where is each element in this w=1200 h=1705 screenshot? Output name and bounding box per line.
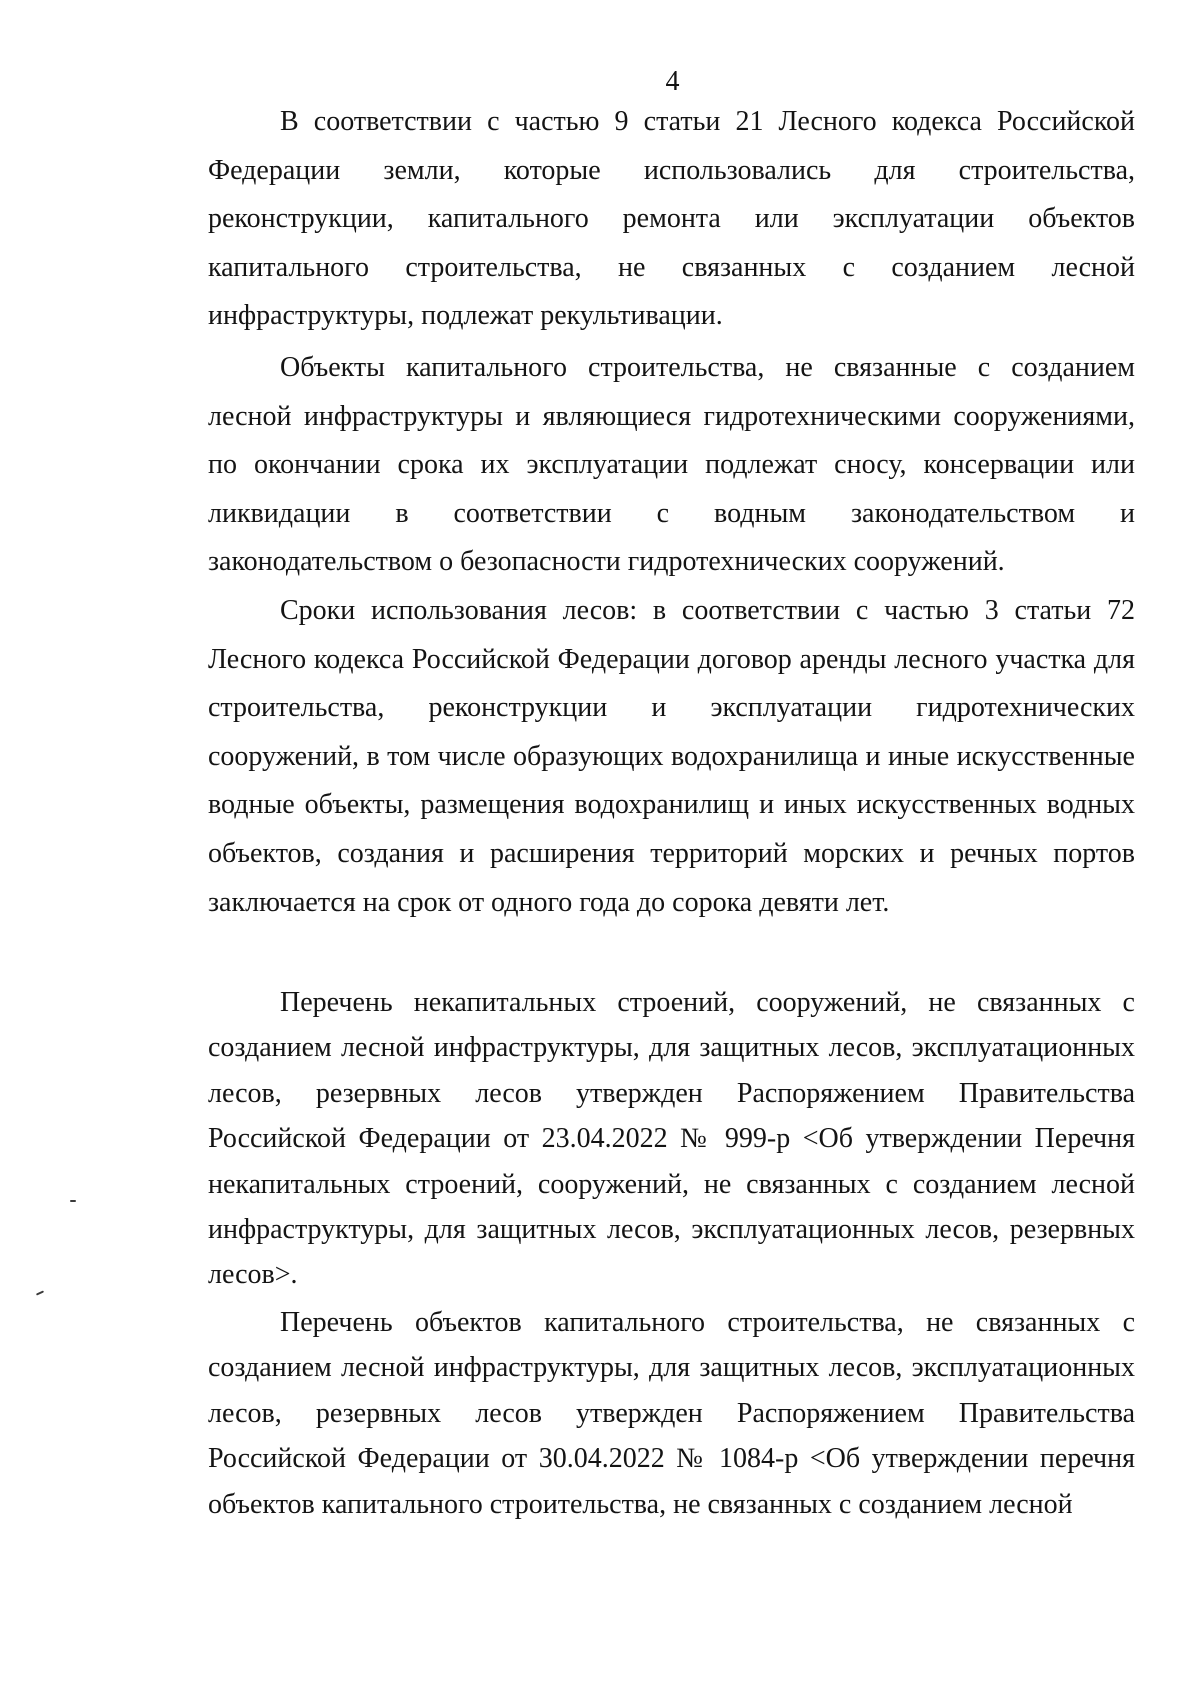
scan-artifact xyxy=(36,1290,44,1295)
paragraph-text: В соответствии с частью 9 статьи 21 Лесного кодекса Российской Федерации земли, которые использовались для строительства, реконструкции, капитального ремонта или эксплуатации объектов капитального строительства, не связанных с созданием лесной инфраструктуры, подлежат рекультивации. xyxy=(208,106,1135,332)
paragraph-non-capital-structures xyxy=(208,980,1135,1298)
paragraph-hydraulic-structures xyxy=(208,344,1135,587)
paragraph-text: Перечень некапитальных строений, сооружений, не связанных с созданием лесной инфраструктуры, для защитных лесов, эксплуатационных лесов, резервных лесов утвержден Распоряжением Правительства Российской Федерации от 23.04.2022 № 999-р <Об утверждении Перечня некапитальных строений, сооружений, не связанных с созданием лесной инфраструктуры, для защитных лесов, эксплуатационных лесов, резервных лесов>. xyxy=(208,987,1135,1291)
paragraph-capital-construction xyxy=(208,1300,1135,1527)
paragraph-text: Перечень объектов капитального строительства, не связанных с созданием лесной инфраструктуры, для защитных лесов, эксплуатационных лесов, резервных лесов утвержден Распоряжением Правительства Российской Федерации от 30.04.2022 № 1084-р <Об утверждении перечня объектов капитального строительства, не связанных с созданием лесной xyxy=(208,1307,1135,1520)
page-number: 4 xyxy=(665,66,680,97)
paragraph-text: Объекты капитального строительства, не связанные с созданием лесной инфраструктуры и являющиеся гидротехническими сооружениями, по окончании срока их эксплуатации подлежат сносу, консервации или ликвидации в соответствии с водным законодательством и законодательством о безопасности гидротехнических сооружений. xyxy=(208,352,1135,578)
paragraph-lease-terms xyxy=(208,587,1135,927)
paragraph-recultivation xyxy=(208,98,1135,341)
paragraph-text: Сроки использования лесов: в соответствии с частью 3 статьи 72 Лесного кодекса Российской Федерации договор аренды лесного участка для строительства, реконструкции и эксплуатации гидротехнических сооружений, в том числе образующих водохранилища и иные искусственные водные объекты, размещения водохранилищ и иных искусственных водных объектов, создания и расширения территорий морских и речных портов заключается на срок от одного года до сорока девяти лет. xyxy=(208,595,1135,918)
scan-artifact xyxy=(70,1200,76,1202)
